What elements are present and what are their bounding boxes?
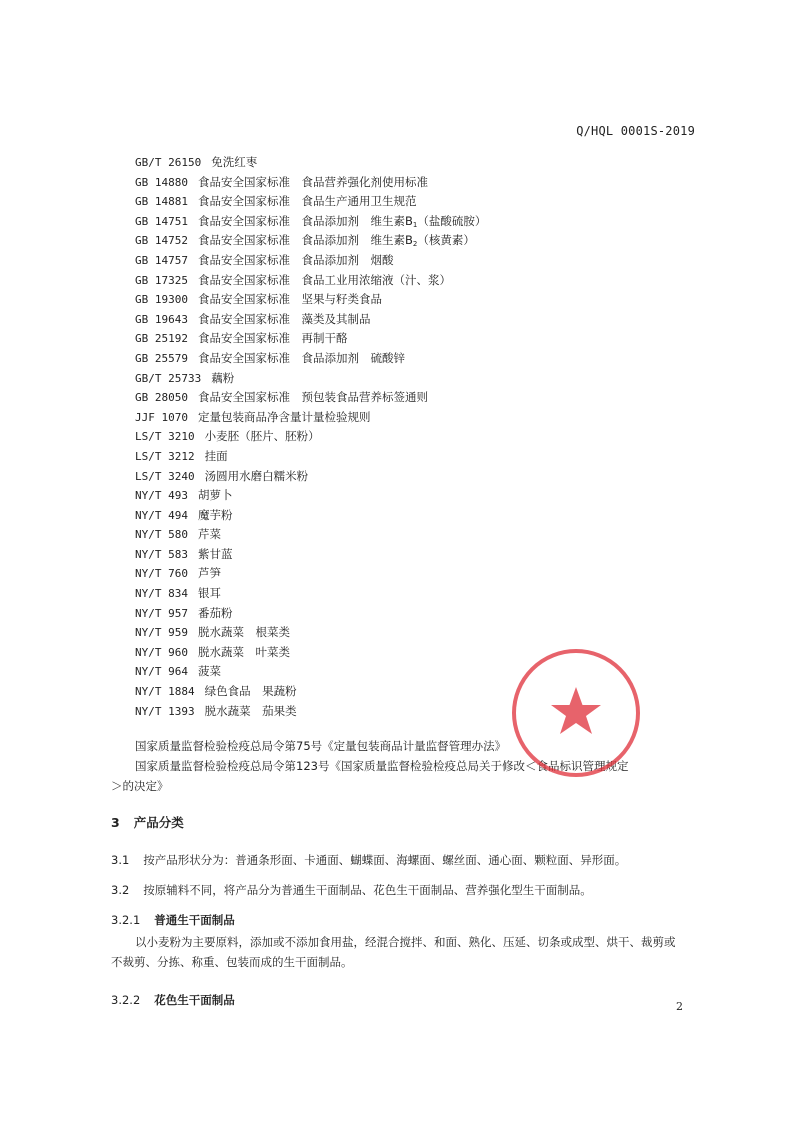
standard-code: NY/T 1884: [135, 685, 195, 699]
standard-code: NY/T 834: [135, 587, 188, 601]
standard-code: GB 14757: [135, 253, 188, 267]
subscript: 2: [412, 240, 418, 249]
standard-code: NY/T 583: [135, 547, 188, 561]
standard-title-suffix: （核黄素）: [417, 233, 475, 248]
clause-3-2-2-heading: [111, 992, 235, 1008]
decree-123: 国家质量监督检验检疫总局令第123号《国家质量监督检验检疫总局关于修改＜食品标识管理规定: [135, 759, 629, 773]
reference-item: [135, 584, 486, 604]
standard-title-suffix: （盐酸硫胺）: [417, 213, 487, 228]
reference-item: [135, 486, 486, 506]
section-title: 产品分类: [133, 815, 184, 830]
clause-number: 3.1: [111, 853, 130, 867]
reference-item: [135, 427, 486, 447]
section-number: 3: [111, 815, 120, 830]
reference-item: [135, 408, 486, 428]
standard-code: LS/T 3240: [135, 469, 195, 483]
reference-item: [135, 192, 486, 212]
document-code: Q/HQL 0001S-2019: [576, 124, 695, 138]
reference-item: [135, 682, 486, 702]
standard-code: GB 25192: [135, 332, 188, 346]
clause-number: 3.2.1: [111, 913, 141, 927]
reference-item: [135, 643, 486, 663]
reference-item: [135, 369, 486, 389]
standard-code: GB/T 25733: [135, 371, 202, 385]
standard-title: 芦笋: [197, 566, 221, 581]
clause-title: 花色生干面制品: [154, 993, 235, 1007]
reference-item: [135, 623, 486, 643]
standard-code: GB 17325: [135, 273, 188, 287]
standard-title: 绿色食品 果蔬粉: [204, 684, 297, 699]
section-3-heading: [111, 813, 184, 831]
standard-code: GB 25579: [135, 351, 188, 365]
clause-number: 3.2: [111, 883, 130, 897]
clause-3-1: [111, 852, 626, 868]
decree-123-continued: ＞的决定》: [111, 779, 169, 793]
standard-code: NY/T 1393: [135, 704, 195, 718]
standard-code: GB 14752: [135, 234, 188, 248]
reference-item: [135, 231, 486, 251]
standard-title: 食品安全国家标准 食品添加剂 维生素B: [197, 213, 413, 228]
standard-title: 食品安全国家标准 食品添加剂 硫酸锌: [197, 350, 405, 365]
standard-title: 食品安全国家标准 再制干酪: [197, 331, 348, 346]
reference-item: [135, 388, 486, 408]
standard-title: 食品安全国家标准 预包装食品营养标签通则: [197, 390, 428, 405]
clause-title: 普通生干面制品: [154, 913, 235, 927]
standard-code: NY/T 580: [135, 528, 188, 542]
standard-title: 汤圆用水磨白糯米粉: [204, 468, 309, 483]
standard-code: GB 19643: [135, 312, 188, 326]
standard-code: JJF 1070: [135, 410, 188, 424]
standard-code: NY/T 760: [135, 567, 188, 581]
reference-item: [135, 173, 486, 193]
reference-item: [135, 662, 486, 682]
reference-item: [135, 349, 486, 369]
reference-item: [135, 525, 486, 545]
standard-title: 银耳: [197, 586, 221, 601]
standard-title: 番茄粉: [197, 605, 233, 620]
standard-code: GB 19300: [135, 293, 188, 307]
standard-code: LS/T 3212: [135, 449, 195, 463]
reference-item: [135, 153, 486, 173]
decree-75: 国家质量监督检验检疫总局令第75号《定量包装商品计量监督管理办法》: [135, 739, 507, 753]
standard-title: 菠菜: [197, 664, 221, 679]
reference-item: [135, 310, 486, 330]
clause-3-2-1-heading: [111, 912, 235, 928]
clause-text: 按原辅料不同，将产品分为普通生干面制品、花色生干面制品、营养强化型生干面制品。: [143, 883, 592, 897]
standard-title: 魔芋粉: [197, 507, 233, 522]
standard-title: 紫甘蓝: [197, 546, 233, 561]
standard-title: 食品安全国家标准 食品添加剂 烟酸: [197, 252, 394, 267]
standard-title: 小麦胚（胚片、胚粉）: [204, 429, 320, 444]
standard-code: NY/T 964: [135, 665, 188, 679]
standard-title: 挂面: [204, 448, 228, 463]
standard-title: 食品安全国家标准 食品营养强化剂使用标准: [197, 174, 428, 189]
reference-item: [135, 467, 486, 487]
reference-item: [135, 702, 486, 722]
company-seal-stamp: [506, 643, 646, 783]
clause-3-2: [111, 882, 592, 898]
clause-text: 按产品形状分为：普通条形面、卡通面、蝴蝶面、海螺面、螺丝面、通心面、颗粒面、异形面。: [143, 853, 627, 867]
standard-title: 食品安全国家标准 藻类及其制品: [197, 311, 371, 326]
standard-title: 脱水蔬菜 叶菜类: [197, 644, 290, 659]
standard-title: 芹菜: [197, 527, 221, 542]
reference-item: [135, 506, 486, 526]
standard-code: LS/T 3210: [135, 430, 195, 444]
standard-code: NY/T 957: [135, 606, 188, 620]
reference-item: [135, 564, 486, 584]
standard-title: 食品安全国家标准 食品生产通用卫生规范: [197, 194, 417, 209]
reference-item: [135, 251, 486, 271]
standard-code: GB 28050: [135, 391, 188, 405]
standard-title: 定量包装商品净含量计量检验规则: [197, 409, 371, 424]
standard-title: 免洗红枣: [211, 155, 258, 169]
reference-item: [135, 604, 486, 624]
standard-code: GB/T 26150: [135, 156, 202, 169]
clause-3-2-1-body: 以小麦粉为主要原料，添加或不添加食用盐，经混合搅拌、和面、熟化、压延、切条或成型、烘干、裁剪或不裁剪、分拣、称重、包装而成的生干面制品。: [111, 935, 676, 969]
standard-title: 食品安全国家标准 坚果与籽类食品: [197, 292, 382, 307]
reference-item: [135, 545, 486, 565]
reference-item: [135, 212, 486, 232]
standard-title: 脱水蔬菜 茄果类: [204, 703, 297, 718]
standard-title: 食品安全国家标准 食品工业用浓缩液（汁、浆）: [197, 272, 451, 287]
standard-code: NY/T 959: [135, 626, 188, 640]
standard-title: 食品安全国家标准 食品添加剂 维生素B: [197, 233, 413, 248]
standard-title: 胡萝卜: [197, 488, 233, 503]
page-number: 2: [676, 1000, 683, 1013]
reference-item: [135, 290, 486, 310]
standard-code: NY/T 960: [135, 645, 188, 659]
standard-code: GB 14881: [135, 195, 188, 209]
standard-title: 脱水蔬菜 根菜类: [197, 625, 290, 640]
reference-item: [135, 329, 486, 349]
standard-code: NY/T 493: [135, 489, 188, 503]
standard-title: 藕粉: [211, 370, 235, 385]
reference-item: [135, 271, 486, 291]
subscript: 1: [412, 220, 418, 229]
reference-item: [135, 447, 486, 467]
standard-code: GB 14751: [135, 214, 188, 228]
standard-code: GB 14880: [135, 175, 188, 189]
normative-references-list: [135, 153, 486, 721]
clause-number: 3.2.2: [111, 993, 141, 1007]
standard-code: NY/T 494: [135, 508, 188, 522]
